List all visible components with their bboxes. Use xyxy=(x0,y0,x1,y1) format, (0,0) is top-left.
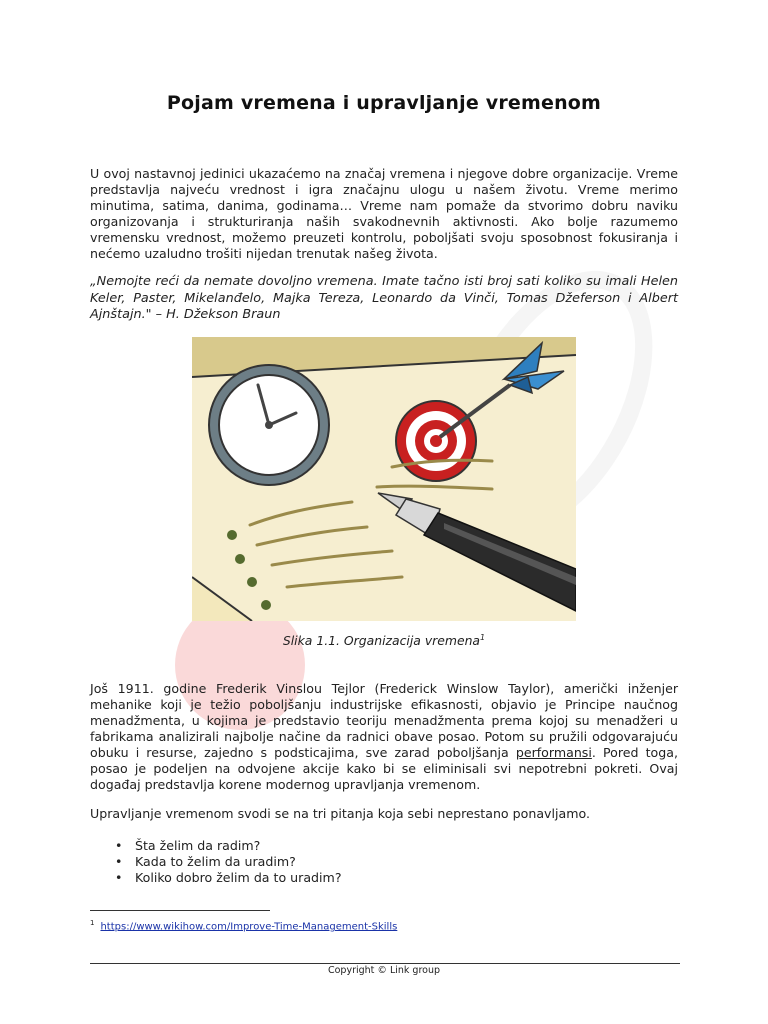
caption-footnote-marker: 1 xyxy=(480,632,486,642)
footnote-divider xyxy=(90,910,270,911)
list-item-text: Koliko dobro želim da to uradim? xyxy=(135,870,342,885)
history-paragraph xyxy=(90,681,678,793)
clock-icon xyxy=(209,365,329,485)
performance-link[interactable]: performansi xyxy=(515,745,592,760)
target-icon xyxy=(396,401,476,481)
questions-intro: Upravljanje vremenom svodi se na tri pitanja koja sebi neprestano ponavljamo. xyxy=(90,806,590,821)
history-text-start: Još 1911. godine Frederik Vinslou Tejlor (Frederick Winslow Taylor), američki inženjer mehanike koji je težio poboljšanju industrijske efikasnosti, objavio je Principe naučnog menadžmenta, u kojima je predstavio teoriju menadžmenta prema kojoj su menadžeri u fabrikama analizirali najbolje načine da radnici obave posao. Potom su pružili odgovarajuću obuku i resurse, zajedno s podsticajima, sve zarad poboljšanja xyxy=(90,681,678,760)
figure-caption xyxy=(0,633,768,648)
list-item-text: Kada to želim da uradim? xyxy=(135,854,296,869)
quote-paragraph: „Nemojte reći da nemate dovoljno vremena. Imate tačno isti broj sati koliko su imali Helen Keler, Paster, Mikelanđelo, Majka Tereza, Leonardo da Vinči, Tomas Džeferson i Albert Ajnštajn." – H. Džekson Braun xyxy=(90,274,678,322)
questions-list xyxy=(90,838,342,886)
bullet-marker: • xyxy=(115,854,123,869)
bullet-marker: • xyxy=(115,870,123,885)
intro-paragraph: U ovoj nastavnoj jedinici ukazaćemo na značaj vremena i njegove dobre organizacije. Vreme predstavlja najveću vrednost i igra značajnu ulogu u našem životu. Vreme merimo minutima, satima, danima, godinama… Vreme nam pomaže da stvorimo dobru naviku organizovanja i strukturiranja naših svakodnevnih aktivnosti. Ako bolje razumemo vremensku vrednost, možemo preuzeti kontrolu, poboljšati svoju sposobnost fokusiranja i nećemo uzaludno trošiti nijedan trenutak našeg života. xyxy=(90,166,678,261)
bullet-marker: • xyxy=(115,838,123,853)
list-item xyxy=(90,870,342,886)
figure-caption-text: Slika 1.1. Organizacija vremena xyxy=(282,633,481,648)
footer-divider xyxy=(90,963,680,964)
footnote-number: 1 xyxy=(90,919,95,927)
copyright-text: Copyright © Link group xyxy=(327,965,441,976)
list-item xyxy=(90,854,342,870)
page-title: Pojam vremena i upravljanje vremenom xyxy=(166,92,602,114)
time-management-illustration xyxy=(192,337,576,621)
list-item-text: Šta želim da radim? xyxy=(135,838,261,853)
list-item xyxy=(90,838,342,854)
history-text-end: . Pored toga, posao je podeljen na odvojene akcije kako bi se eliminisali svi nepotrebni pokreti. Ovaj događaj predstavlja korene modernog upravljanja vremenom. xyxy=(90,745,678,792)
footnote xyxy=(90,919,397,932)
footnote-link[interactable]: https://www.wikihow.com/Improve-Time-Management-Skills xyxy=(100,921,398,933)
